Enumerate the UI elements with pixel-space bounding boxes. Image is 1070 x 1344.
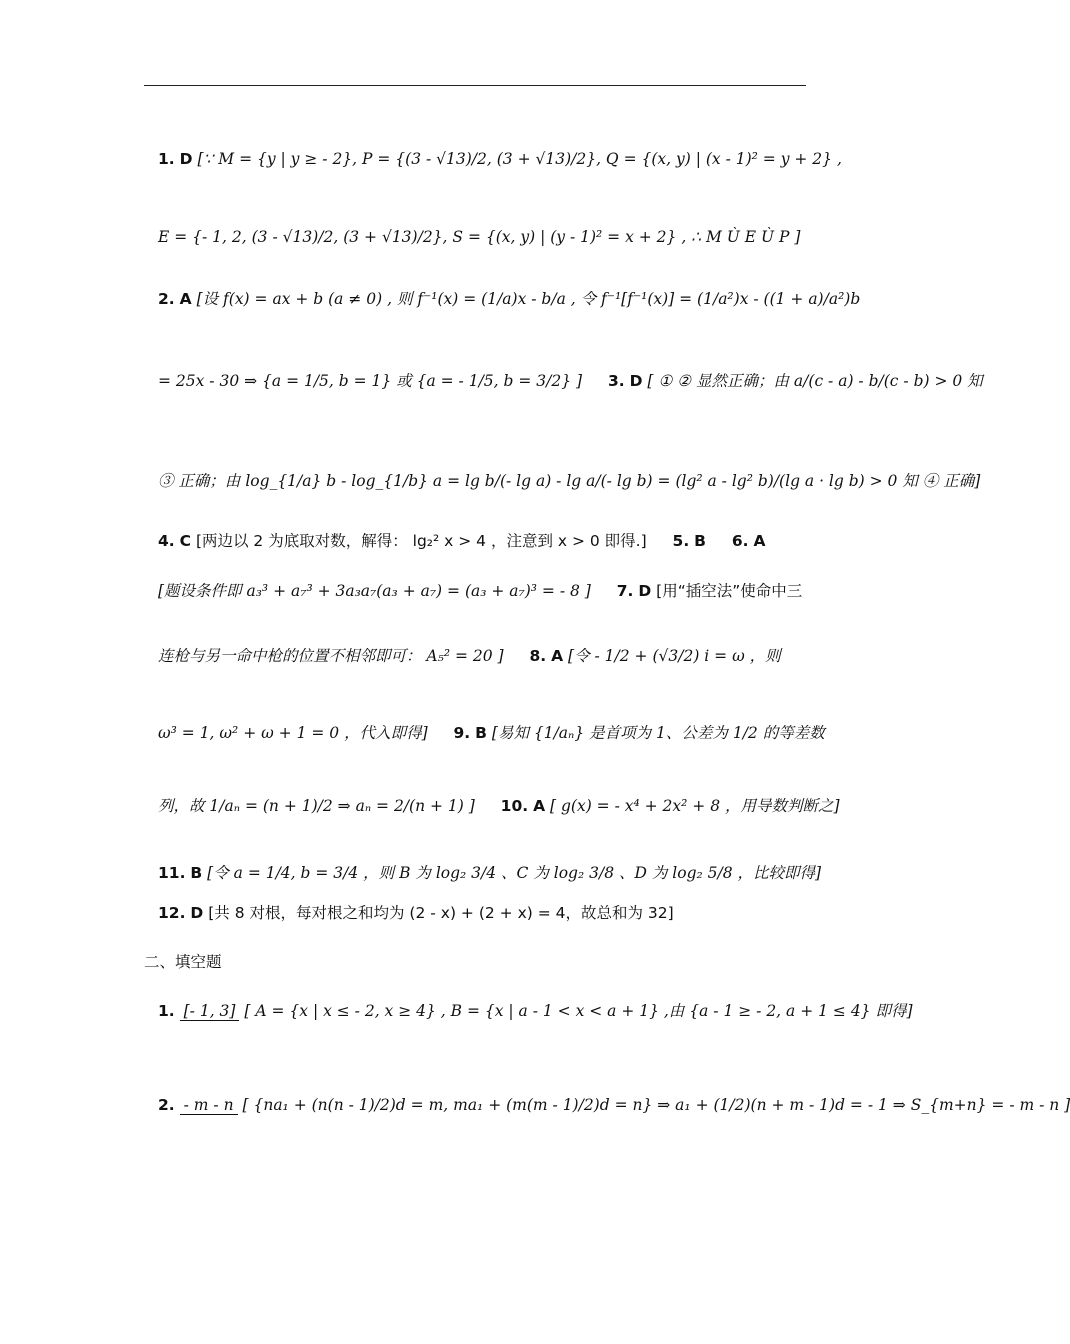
answer-text: = 25x - 30 ⇒ {a = 1/5, b = 1} 或 {a = - 1/5, b = 3/2} ]: [158, 372, 583, 390]
fill-text: [ A = {x | x ≤ - 2, x ≥ 4} , B = {x | a - 1 < x < a + 1} ,由 {a - 1 ≥ - 2, a + 1 ≤ 4} 即得]: [244, 1002, 913, 1020]
answer-12-line: [158, 902, 808, 924]
fill-number: 2.: [158, 1096, 175, 1114]
answer-number: 7.: [616, 582, 634, 600]
answer-choice: D: [190, 904, 204, 922]
answer-number: 11.: [158, 864, 186, 882]
answer-text: [ g(x) = - x⁴ + 2x² + 8 ，用导数判断之]: [550, 797, 840, 815]
answer-text: ω³ = 1, ω² + ω + 1 = 0 ，代入即得]: [158, 724, 428, 742]
fill-text: [ {na₁ + (n(n - 1)/2)d = m, ma₁ + (m(m - 1)/2)d = n} ⇒ a₁ + (1/2)(n + m - 1)d = - 1 ⇒ S_{m+n} = - m - n ]: [242, 1096, 1070, 1114]
answer-1-line-2: [158, 226, 808, 248]
answer-text: [两边以 2 为底取对数，解得： lg₂² x > 4 ，注意到 x > 0 即得.]: [195, 532, 647, 550]
answer-number: 6.: [731, 532, 749, 550]
answer-text: ③ 正确；由 log_{1/a} b - log_{1/b} a = lg b/(- lg a) - lg a/(- lg b) = (lg² a - lg² b)/(lg a · lg b) > 0 知 ④ 正确]: [158, 472, 981, 490]
fill-answer: - m - n: [180, 1096, 238, 1115]
answer-choice: A: [753, 532, 766, 550]
answer-1-line-1: [158, 148, 842, 170]
answer-text: [令 - 1/2 + (√3/2) i = ω ，则: [568, 647, 781, 665]
answer-8-9-line: [158, 722, 825, 744]
answer-text: [用“插空法”使命中三: [656, 582, 803, 600]
answer-2-line-1: [158, 288, 861, 310]
fill-number: 1.: [158, 1002, 175, 1020]
answer-text: [设 f(x) = ax + b (a ≠ 0) , 则 f⁻¹(x) = (1/a)x - b/a , 令 f⁻¹[f⁻¹(x)] = (1/a²)x - ((1 + a)/a²)b: [196, 290, 861, 308]
answer-text: [易知 {1/aₙ} 是首项为 1、公差为 1/2 的等差数: [491, 724, 825, 742]
fill-2-line: [158, 1094, 1070, 1116]
answer-number: 12.: [158, 904, 186, 922]
answer-number: 9.: [453, 724, 471, 742]
answer-choice: D: [629, 372, 643, 390]
answer-number: 8.: [529, 647, 547, 665]
answer-9-10-line: [158, 795, 840, 817]
fill-answer: [- 1, 3]: [180, 1002, 240, 1021]
answer-choice: A: [533, 797, 546, 815]
answer-choice: A: [179, 290, 192, 308]
answer-text: [∵ M = {y | y ≥ - 2}, P = {(3 - √13)/2, (3 + √13)/2}, Q = {(x, y) | (x - 1)² = y + 2} ,: [197, 150, 842, 168]
header-rule: [144, 85, 806, 86]
answer-text: 列，故 1/aₙ = (n + 1)/2 ⇒ aₙ = 2/(n + 1) ]: [158, 797, 475, 815]
answer-choice: C: [179, 532, 192, 550]
answer-text: E = {- 1, 2, (3 - √13)/2, (3 + √13)/2}, S = {(x, y) | (y - 1)² = x + 2} , ∴ M Ù E Ù P ]: [158, 228, 801, 246]
answer-6-7-line: [158, 580, 808, 602]
answer-number: 4.: [158, 532, 175, 550]
answer-text: [令 a = 1/4, b = 3/4 ，则 B 为 log₂ 3/4 、C 为 log₂ 3/8 、D 为 log₂ 5/8 ，比较即得]: [207, 864, 822, 882]
answer-choice: D: [179, 150, 193, 168]
answer-number: 5.: [672, 532, 690, 550]
answer-7-8-line: [158, 645, 808, 667]
answer-text: [题设条件即 a₃³ + a₇³ + 3a₃a₇(a₃ + a₇) = (a₃ + a₇)³ = - 8 ]: [158, 582, 591, 600]
answer-choice: B: [694, 532, 706, 550]
answer-2-line-2: [158, 370, 983, 392]
answer-choice: B: [475, 724, 487, 742]
answer-4-6-line: [158, 530, 808, 552]
answer-text: 连枪与另一命中枪的位置不相邻即可： A₅² = 20 ]: [158, 647, 504, 665]
answer-choice: A: [551, 647, 564, 665]
answer-choice: D: [638, 582, 652, 600]
section-heading: 二、填空题: [144, 953, 222, 971]
answer-11-line: [158, 862, 822, 884]
answer-number: 3.: [607, 372, 625, 390]
answer-text: [ ① ② 显然正确；由 a/(c - a) - b/(c - b) > 0 知: [647, 372, 983, 390]
answer-text: [共 8 对根，每对根之和均为 (2 - x) + (2 + x) = 4，故总和为 32]: [208, 904, 674, 922]
answer-number: 10.: [500, 797, 529, 815]
answer-choice: B: [190, 864, 203, 882]
fill-1-line: [158, 1000, 913, 1022]
answer-number: 2.: [158, 290, 175, 308]
answer-3-line-2: [158, 470, 981, 492]
answer-number: 1.: [158, 150, 175, 168]
